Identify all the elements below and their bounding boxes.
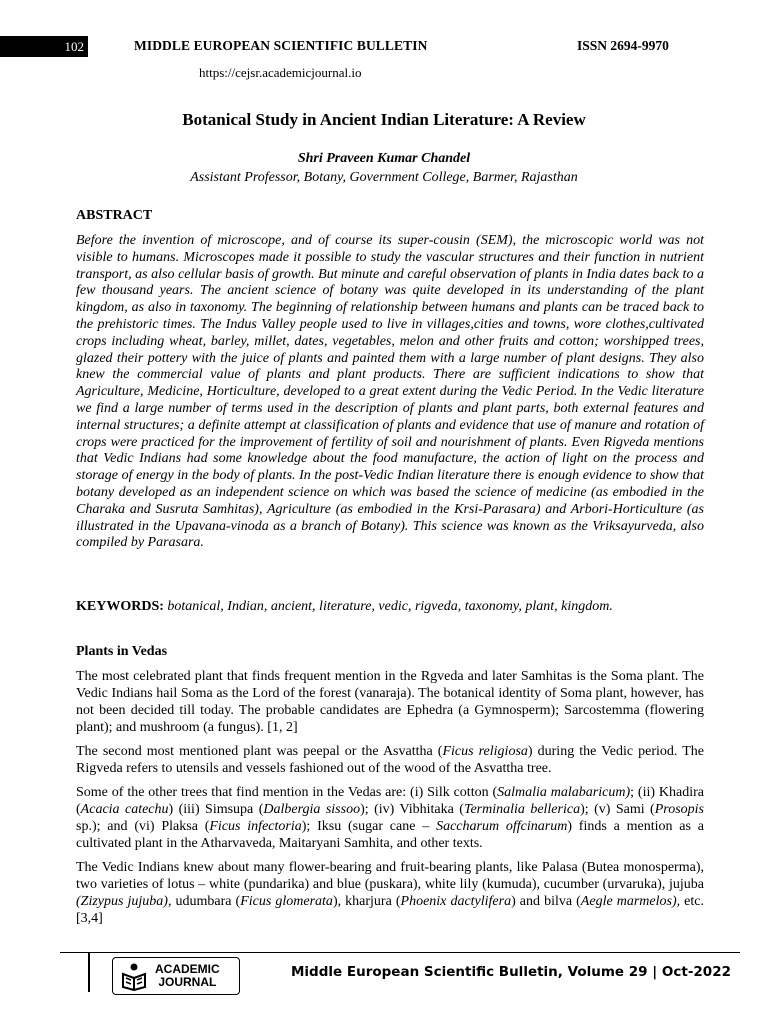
logo-text	[155, 963, 220, 989]
species-name: Acacia catechu	[80, 802, 169, 817]
text-span: The Vedic Indians knew about many flower-bearing and fruit-bearing plants, like Palasa (Butea monosperma), two varieties of lotus – white (pundarika) and blue (puskara), white lily (kumuda), cucumber (urvaruka), jujuba	[76, 860, 704, 892]
paragraph-flowering-plants	[76, 859, 704, 927]
species-name: (Zizypus jujuba)	[76, 894, 168, 909]
text-span: ), kharjura (	[332, 894, 401, 909]
paragraph-soma: The most celebrated plant that finds frequent mention in the Rgveda and later Samhitas is the Soma plant. The Vedic Indians hail Soma as the Lord of the forest (vanaraja). The botanical identity of Soma plant, however, has not been decided till today. The probable candidates are Ephedra (a Gymnosperm); Sarcostemma (flowering plant); and mushroom (a fungus). [1, 2]	[76, 669, 704, 735]
text-span: ; (ii) Khadira (	[76, 785, 704, 817]
logo-line-1: ACADEMIC	[155, 962, 220, 976]
journal-url[interactable]: https://cejsr.academicjournal.io	[199, 65, 362, 80]
footer-divider	[60, 952, 740, 953]
species-name: Saccharum offcinarum	[436, 819, 568, 834]
book-reader-icon	[119, 961, 149, 991]
paragraph-other-trees	[76, 784, 704, 852]
section-heading: Plants in Vedas	[76, 644, 168, 659]
author-affiliation: Assistant Professor, Botany, Government College, Barmer, Rajasthan	[190, 170, 578, 185]
species-name: Dalbergia sissoo	[263, 802, 361, 817]
species-name: Prosopis	[654, 802, 704, 817]
species-name: Phoenix dactylifera	[400, 894, 512, 909]
footer-citation: Middle European Scientific Bulletin, Volume 29 | Oct-2022	[291, 964, 731, 980]
species-name: Ficus infectoria	[209, 819, 302, 834]
journal-name: MIDDLE EUROPEAN SCIENTIFIC BULLETIN	[134, 38, 428, 53]
species-name: Terminalia bellerica	[463, 802, 581, 817]
logo-line-2: JOURNAL	[158, 975, 217, 989]
footer-vertical-bar	[88, 952, 90, 992]
text-span: etc.[3,4]	[76, 894, 704, 926]
text-span: , udumbara (	[167, 894, 241, 909]
keywords-label: KEYWORDS:	[76, 599, 164, 614]
text-span: The second most mentioned plant was peepal or the Asvattha (	[76, 744, 443, 759]
abstract-heading: ABSTRACT	[76, 208, 153, 223]
text-span: ) (iii) Simsupa (	[168, 802, 264, 817]
abstract-text: Before the invention of microscope, and of course its super-cousin (SEM), the microscopic world was not visible to humans. Microscopes made it possible to study the vascular structures and their function in nutrient transport, as also cellular basis of growth. But minute and careful observation of plants in India dates back to a few thousand years. The ancient science of botany was quite developed in its understanding of the plant kingdom, as also in taxonomy. The beginning of relationship between humans and plants can be traced back to the prehistoric times. The Indus Valley people used to live in villages,cities and towns, wore clothes,cultivated crops including wheat, barley, millet, dates, vegetables, melon and other fruits and cotton; worshipped trees, glazed their pottery with the juice of plants and painted them with a large number of plant designs. They also knew the commercial value of plants and plant products. There are sufficient indications to show that Agriculture, Medicine, Horticulture, developed to a great extent during the Vedic Period. In the Vedic literature we find a large number of terms used in the description of plants and plant parts, both external features and internal structures; a definite attempt at classification of plants and evidence that use of manure and rotation of crops were practiced for the improvement of fertility of soil and nourishment of plants. Even Rigveda mentions that Vedic Indians had some knowledge about the food manufacture, the action of light on the process and storage of energy in the body of plants. In the post-Vedic Indian literature there is enough evidence to show that botany developed as an independent science on which was based the science of medicine (as embodied in the Charaka and Susruta Samhitas), Agriculture (as embodied in the Krsi-Parasara) and Arbori-Horticulture (as illustrated in the Upavana-vinoda as a branch of Botany). This science was known as the Vriksayurveda, also compiled by Parasara.	[76, 233, 704, 551]
text-span: sp.); and (vi) Plaksa (	[76, 819, 210, 834]
text-span: ) finds a mention as a cultivated plant in the Atharvaveda, Maitaryani Samhita, and other texts.	[76, 819, 704, 851]
text-span: ) during the Vedic period. The Rigveda refers to utensils and vessels fashioned out of the wood of the Asvattha tree.	[76, 744, 705, 776]
page-number: 102	[0, 36, 88, 57]
species-name: Ficus religiosa	[442, 744, 528, 759]
text-span: ); (iv) Vibhitaka (	[360, 802, 464, 817]
keywords-list: botanical, Indian, ancient, literature, vedic, rigveda, taxonomy, plant, kingdom.	[167, 599, 613, 614]
author-name: Shri Praveen Kumar Chandel	[297, 151, 471, 166]
text-span: ) and bilva (	[511, 894, 581, 909]
academic-journal-logo	[112, 957, 240, 995]
species-name: Ficus glomerata	[240, 894, 333, 909]
paragraph-asvattha	[76, 743, 704, 777]
issn: ISSN 2694-9970	[577, 38, 669, 53]
keywords	[76, 599, 704, 615]
species-name: Aegle marmelos),	[580, 894, 681, 909]
text-span: ); (v) Sami (	[580, 802, 655, 817]
article-title: Botanical Study in Ancient Indian Literature: A Review	[182, 110, 586, 129]
species-name: Salmalia malabaricum)	[497, 785, 631, 800]
text-span: ); Iksu (sugar cane –	[301, 819, 437, 834]
text-span: Some of the other trees that find mention in the Vedas are: (i) Silk cotton (	[76, 785, 498, 800]
